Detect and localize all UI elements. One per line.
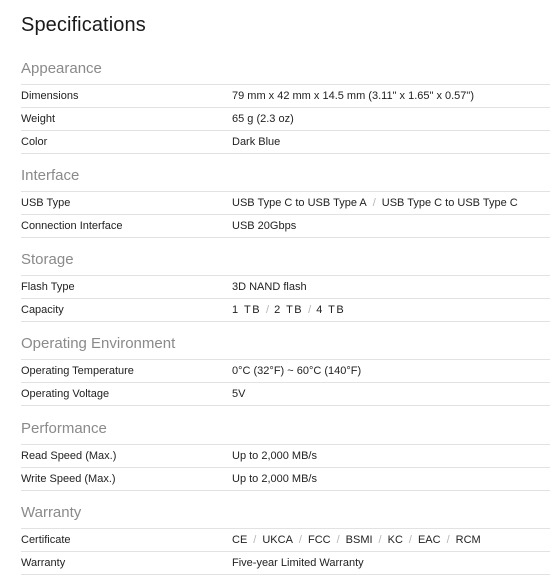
section-title: Storage [21, 251, 74, 268]
spec-row-operating-temperature [21, 360, 550, 383]
spec-row-flash-type [21, 276, 550, 299]
spec-label: Connection Interface [21, 220, 123, 232]
spec-row-read-speed [21, 445, 550, 468]
section-title: Appearance [21, 60, 102, 77]
option-separator: / [336, 534, 340, 546]
section-title: Warranty [21, 504, 82, 521]
option-separator: / [253, 534, 257, 546]
spec-table [21, 528, 550, 575]
spec-value: 5V [232, 388, 246, 400]
spec-label: Warranty [21, 557, 66, 569]
capacity-option[interactable]: 4 TB [316, 304, 346, 316]
certificate-item: FCC [307, 534, 331, 546]
spec-value: Up to 2,000 MB/s [232, 473, 317, 485]
certificate-item: UKCA [262, 534, 293, 546]
spec-table [21, 191, 550, 238]
spec-value-options [232, 299, 345, 321]
spec-label: Operating Temperature [21, 365, 134, 377]
capacity-option[interactable]: 2 TB [274, 304, 304, 316]
spec-label: Read Speed (Max.) [21, 450, 117, 462]
spec-row-certificate [21, 529, 550, 552]
usb-type-option[interactable]: USB Type C to USB Type A [232, 197, 367, 209]
spec-label: Write Speed (Max.) [21, 473, 116, 485]
spec-table [21, 84, 550, 154]
spec-row-weight [21, 108, 550, 131]
certificate-item: CE [232, 534, 248, 546]
spec-table [21, 444, 550, 491]
spec-value: 65 g (2.3 oz) [232, 113, 294, 125]
option-separator: / [372, 197, 376, 209]
certificate-item: EAC [417, 534, 441, 546]
certificate-item: KC [387, 534, 403, 546]
option-separator: / [266, 304, 270, 316]
spec-value-options [232, 529, 481, 551]
spec-value: 0°C (32°F) ~ 60°C (140°F) [232, 365, 362, 377]
spec-label: Operating Voltage [21, 388, 110, 400]
spec-value-options [232, 192, 518, 214]
spec-label: Color [21, 136, 48, 148]
spec-row-operating-voltage [21, 383, 550, 406]
spec-label: Weight [21, 113, 56, 125]
spec-table [21, 275, 550, 322]
spec-value: Dark Blue [232, 136, 281, 148]
spec-row-warranty [21, 552, 550, 575]
spec-value: 3D NAND flash [232, 281, 307, 293]
spec-row-connection-interface [21, 215, 550, 238]
spec-value: USB 20Gbps [232, 220, 297, 232]
spec-label: Capacity [21, 304, 64, 316]
usb-type-option[interactable]: USB Type C to USB Type C [381, 197, 518, 209]
spec-value: Up to 2,000 MB/s [232, 450, 317, 462]
certificate-item: RCM [455, 534, 481, 546]
spec-row-capacity [21, 299, 550, 322]
spec-row-color [21, 131, 550, 154]
certificate-item: BSMI [345, 534, 373, 546]
spec-label: Flash Type [21, 281, 75, 293]
option-separator: / [298, 534, 302, 546]
spec-row-usb-type [21, 192, 550, 215]
section-title: Interface [21, 167, 80, 184]
option-separator: / [308, 304, 312, 316]
spec-label: USB Type [21, 197, 71, 209]
page-title: Specifications [21, 14, 146, 36]
option-separator: / [408, 534, 412, 546]
spec-label: Certificate [21, 534, 71, 546]
spec-label: Dimensions [21, 90, 79, 102]
spec-value: Five-year Limited Warranty [232, 557, 364, 569]
spec-table [21, 359, 550, 406]
spec-value: 79 mm x 42 mm x 14.5 mm (3.11" x 1.65" x 0.57") [232, 90, 474, 102]
capacity-option[interactable]: 1 TB [232, 304, 262, 316]
option-separator: / [378, 534, 382, 546]
option-separator: / [446, 534, 450, 546]
spec-row-dimensions [21, 85, 550, 108]
section-title: Performance [21, 420, 107, 437]
section-title: Operating Environment [21, 335, 176, 352]
spec-row-write-speed [21, 468, 550, 491]
